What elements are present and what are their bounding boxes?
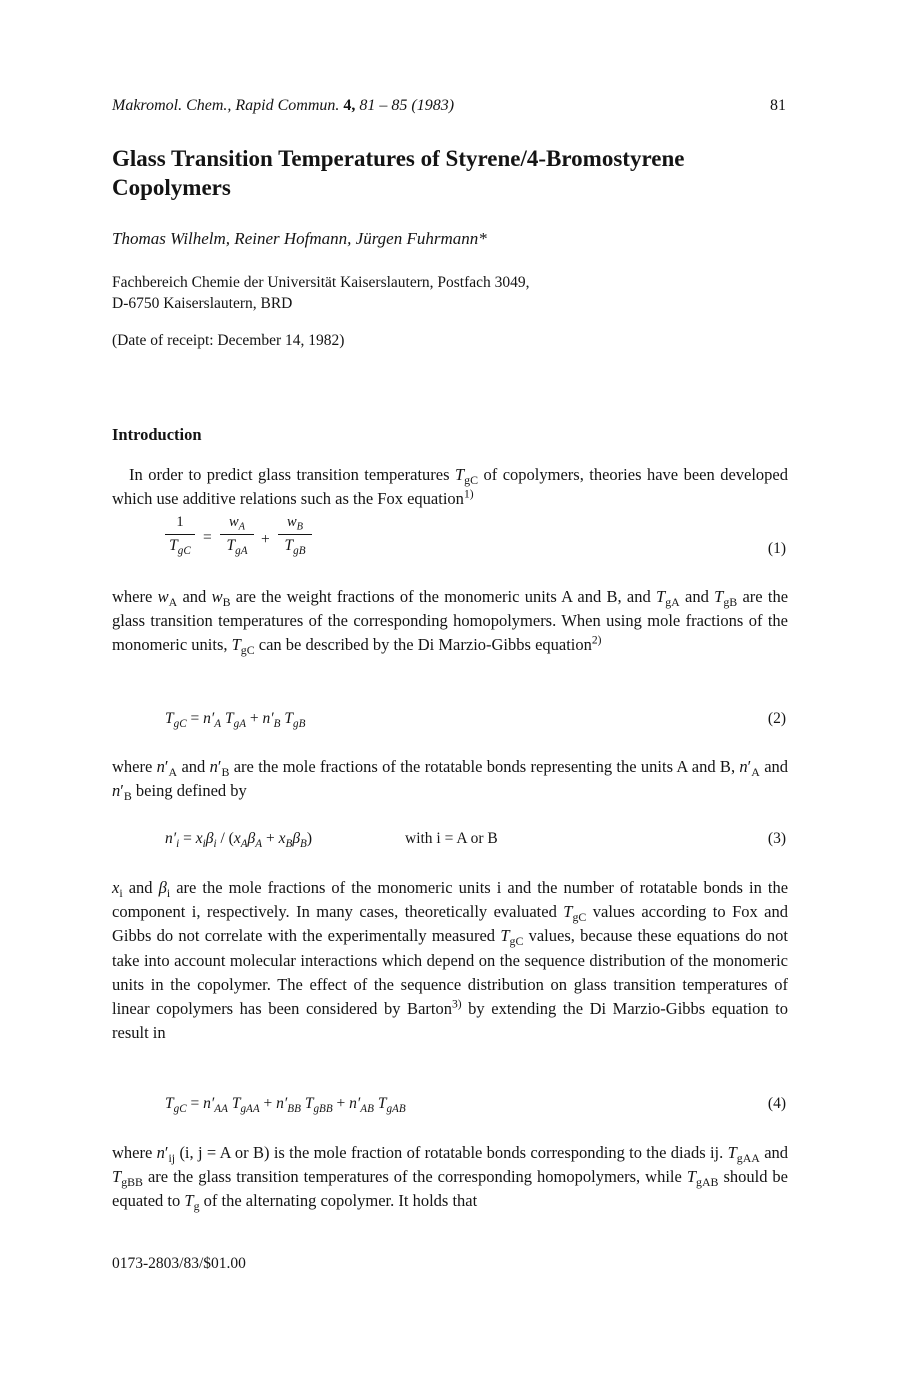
affiliation-line-2: D-6750 Kaiserslautern, BRD xyxy=(112,295,293,312)
paragraph-4: $x_i$ and $\beta_i$ are the mole fractions of the monomeric units i and the number of rotatable bonds in the component i, respectively. In many cases, theoretically evaluated $T_{gC}$ values according to Fox and Gibbs do not correlate with the experimentally measured $T_{gC}$ values, because these equations do not take into account molecular interactions which depend on the sequence distribution of the monomeric units in the copolymer. The effect of the sequence distribution on glass transition temperatures of linear copolymers has been considered by Barton$^{3)}$ by extending the Di Marzio-Gibbs equation to result in xyxy=(112,878,789,1043)
affiliation xyxy=(112,272,788,314)
equation-1: 1 $T_{gC}$ = $w_A$ $T_{gA}$ + $w_B$ $T_{gB}$ (1) xyxy=(112,514,788,574)
section-heading: Introduction xyxy=(112,425,202,444)
equation-number-3: (3) xyxy=(767,830,786,847)
affiliation-line-1: Fachbereich Chemie der Universität Kaiserslautern, Postfach 3049, xyxy=(112,274,530,291)
eq3-formula: $n'_i = x_i\beta_i / (x_A\beta_A + x_B\beta_B)$ xyxy=(165,830,313,850)
journal-name: Makromol. Chem., Rapid Commun. xyxy=(112,97,340,114)
eq1-fraction-lhs: 1 $T_{gC}$ xyxy=(165,514,195,555)
equation-2 xyxy=(112,710,788,734)
equation-3 xyxy=(112,830,788,854)
paragraph-5: where $n'_{ij}$ (i, j = A or B) is the mole fraction of rotatable bonds corresponding to the diads ij. $T_{gAA}$ and $T_{gBB}$ are the glass transition temperatures of the corresponding homopolymers, while $T_{gAB}$ should be equated to $T_g$ of the alternating copolymer. It holds that xyxy=(112,1143,789,1214)
eq3-condition: with i = A or B xyxy=(405,830,498,847)
date-of-receipt: (Date of receipt: December 14, 1982) xyxy=(112,332,345,349)
running-head xyxy=(112,97,788,121)
page-number: 81 xyxy=(770,97,786,114)
equation-number-4: (4) xyxy=(767,1095,786,1112)
equation-number-1: (1) xyxy=(767,540,786,557)
paragraph-3: where $n'_A$ and $n'_B$ are the mole fractions of the rotatable bonds representing the units A and B, $n'_A$ and $n'_B$ being defined by xyxy=(112,757,789,804)
paragraph-2: where $w_A$ and $w_B$ are the weight fractions of the monomeric units A and B, and $T_{gA}$ and $T_{gB}$ are the glass transition temperatures of the corresponding homopolymers. When using mole fractions of the monomeric units, $T_{gC}$ can be described by the Di Marzio-Gibbs equation$^{2)}$ xyxy=(112,587,789,658)
journal-citation xyxy=(112,97,454,114)
price-code-footer: 0173-2803/83/$01.00 xyxy=(112,1255,246,1272)
article-title: Glass Transition Temperatures of Styrene/4-Bromostyrene Copolymers xyxy=(112,146,685,200)
paragraph-1: In order to predict glass transition temperatures $T_{gC}$ of copolymers, theories have been developed which use additive relations such as the Fox equation$^{1)}$ xyxy=(112,465,788,509)
eq4-formula: $T_{gC} = n'_{AA}$ $T_{gAA} + n'_{BB}$ $T_{gBB} + n'_{AB}$ $T_{gAB}$ xyxy=(165,1095,406,1115)
equation-number-2: (2) xyxy=(767,710,786,727)
journal-pages: 81 – 85 (1983) xyxy=(359,97,455,114)
eq1-fraction-a: $w_A$ $T_{gA}$ xyxy=(220,514,254,555)
eq1-fraction-b: $w_B$ $T_{gB}$ xyxy=(278,514,312,555)
author-list: Thomas Wilhelm, Reiner Hofmann, Jürgen Fuhrmann* xyxy=(112,229,487,248)
journal-volume: 4, xyxy=(343,97,356,114)
eq2-formula: $T_{gC} = n'_A$ $T_{gA} + n'_B$ $T_{gB}$ xyxy=(165,710,306,730)
equation-4 xyxy=(112,1095,788,1119)
